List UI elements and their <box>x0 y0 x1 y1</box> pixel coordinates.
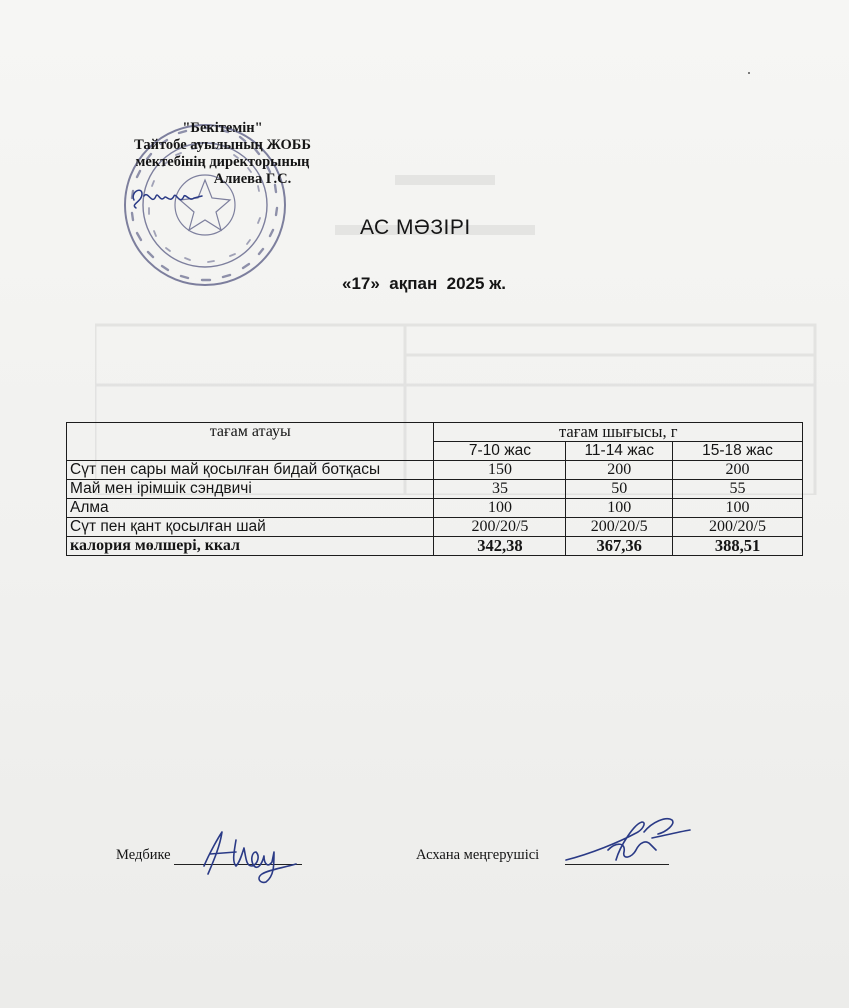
portion-7-10: 100 <box>434 499 566 518</box>
kitchen-manager-signature <box>560 802 700 872</box>
approval-block <box>100 120 345 188</box>
table-row <box>67 461 803 480</box>
approval-director-name: Алиева Г.С. <box>213 171 292 187</box>
portion-11-14: 100 <box>566 499 673 518</box>
total-calories-label: калория мөлшері, ккал <box>67 537 434 556</box>
portion-15-18: 200/20/5 <box>673 518 803 537</box>
portion-7-10: 150 <box>434 461 566 480</box>
portion-15-18: 100 <box>673 499 803 518</box>
signature-section <box>0 820 849 900</box>
table-row <box>67 518 803 537</box>
menu-table <box>66 422 803 556</box>
dish-name: Сүт пен қант қосылған шай <box>67 518 434 537</box>
portion-7-10: 35 <box>434 480 566 499</box>
header-age-15-18: 15-18 жас <box>673 442 803 461</box>
dish-name: Сүт пен сары май қосылған бидай ботқасы <box>67 461 434 480</box>
header-row <box>67 423 803 442</box>
portion-11-14: 200/20/5 <box>566 518 673 537</box>
table-row <box>67 480 803 499</box>
menu-date: «17» ақпан 2025 ж. <box>342 274 506 293</box>
paper-speck <box>748 72 750 74</box>
portion-7-10: 200/20/5 <box>434 518 566 537</box>
approval-position: мектебінің директорының <box>135 154 310 170</box>
header-dish-name: тағам атауы <box>67 423 434 461</box>
nurse-signature <box>196 826 306 886</box>
calories-15-18: 388,51 <box>673 537 803 556</box>
nurse-label: Медбике <box>116 847 171 863</box>
approval-heading: "Бекітемін" <box>182 120 263 136</box>
dish-name: Май мен ірімшік сэндвичі <box>67 480 434 499</box>
portion-15-18: 55 <box>673 480 803 499</box>
table-row <box>67 499 803 518</box>
total-calories-row <box>67 537 803 556</box>
header-output: тағам шығысы, г <box>434 423 803 442</box>
approval-school: Тайтобе ауылының ЖОББ <box>134 137 311 153</box>
calories-11-14: 367,36 <box>566 537 673 556</box>
portion-11-14: 200 <box>566 461 673 480</box>
portion-11-14: 50 <box>566 480 673 499</box>
director-signature <box>128 182 208 212</box>
dish-name: Алма <box>67 499 434 518</box>
header-age-11-14: 11-14 жас <box>566 442 673 461</box>
menu-title: АС МӘЗІРІ <box>360 216 471 239</box>
kitchen-manager-label: Асхана меңгерушісі <box>416 847 540 863</box>
header-age-7-10: 7-10 жас <box>434 442 566 461</box>
portion-15-18: 200 <box>673 461 803 480</box>
calories-7-10: 342,38 <box>434 537 566 556</box>
